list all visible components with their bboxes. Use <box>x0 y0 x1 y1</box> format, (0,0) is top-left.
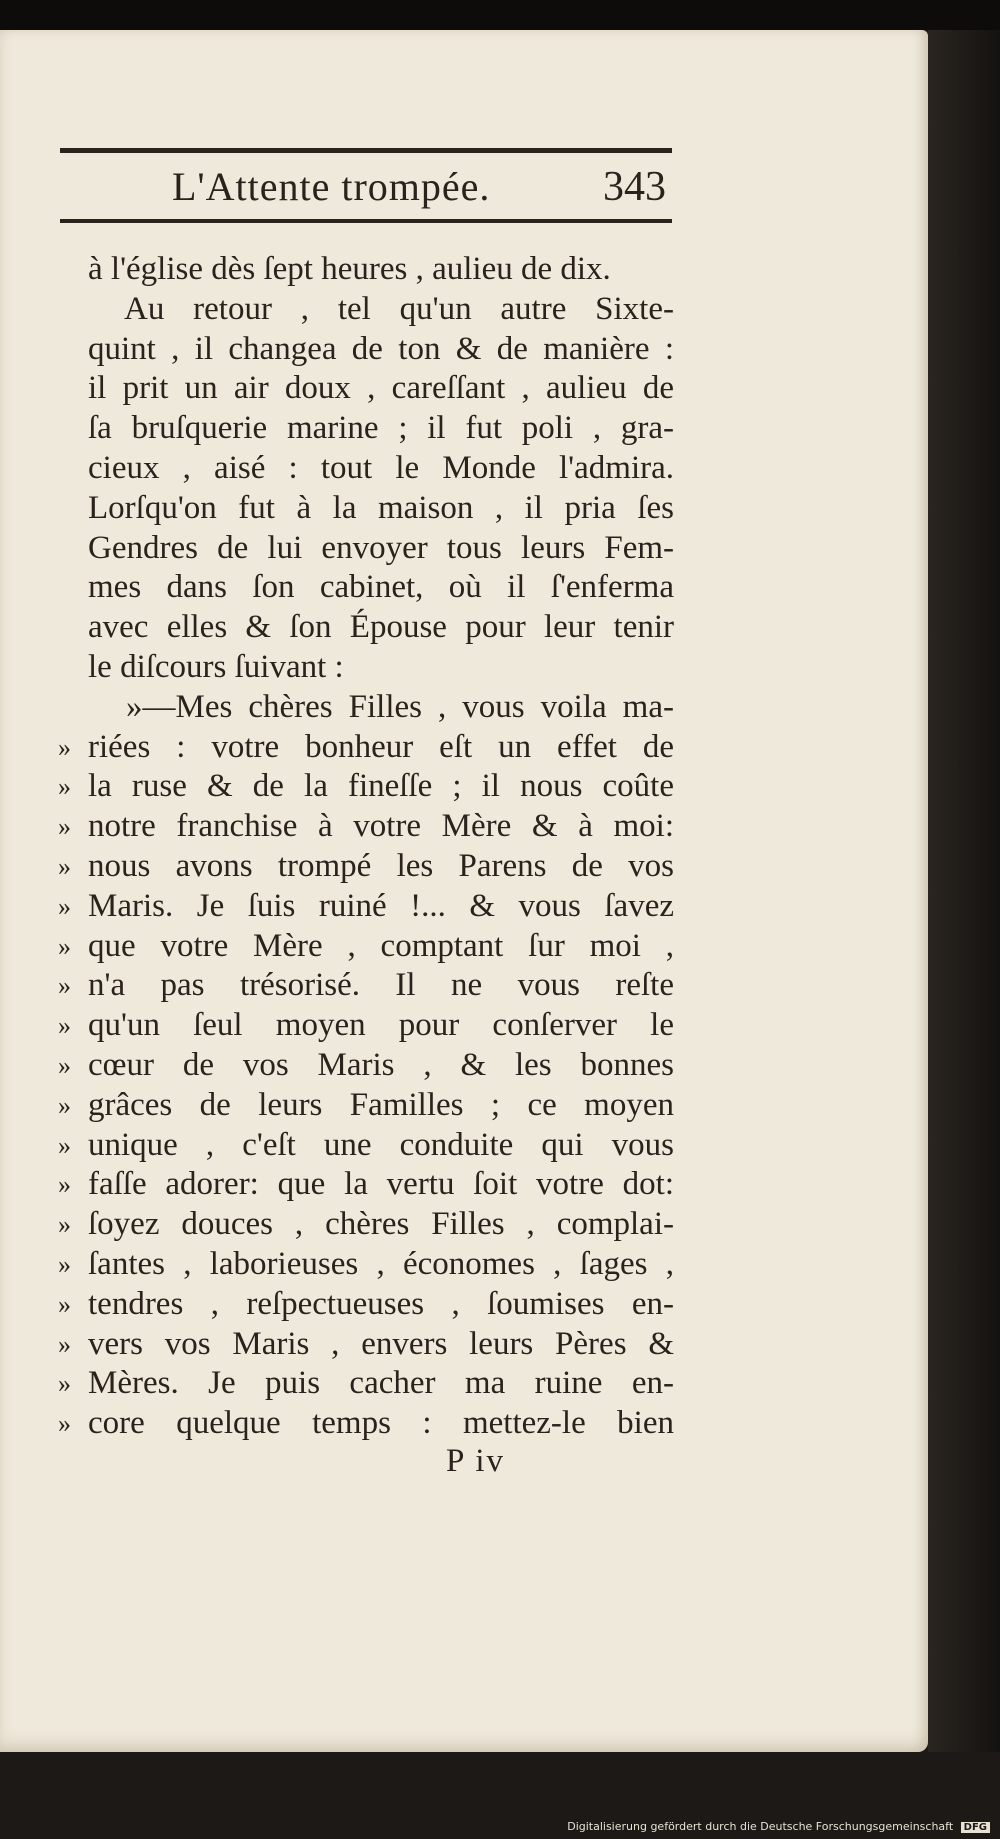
text-line <box>58 1046 674 1086</box>
page-number: 343 <box>603 164 666 210</box>
text-line <box>58 927 674 967</box>
line-text: Maris. Je ſuis ruiné !... & vous ſavez <box>88 887 674 924</box>
line-text: Mères. Je puis cacher ma ruine en- <box>88 1365 674 1402</box>
line-text: Gendres de lui envoyer tous leurs Fem- <box>88 529 674 566</box>
quote-mark <box>58 290 88 330</box>
line-text: il prit un air doux , careſſant , aulieu de <box>88 370 674 407</box>
text-line <box>58 409 674 449</box>
text-line <box>58 1245 674 1285</box>
line-text: cœur de vos Maris , & les bonnes <box>88 1046 674 1083</box>
quote-mark <box>58 369 88 409</box>
text-line <box>58 1325 674 1365</box>
text-line <box>58 568 674 608</box>
line-text: le diſcours ſuivant : <box>88 648 344 685</box>
quote-mark <box>58 489 88 529</box>
quote-mark: » <box>58 772 71 802</box>
quote-mark: » <box>58 1369 71 1399</box>
text-line <box>58 1086 674 1126</box>
quote-mark: » <box>58 851 71 881</box>
text-line <box>58 1404 674 1444</box>
text-line <box>58 290 674 330</box>
scan-top-border <box>0 0 1000 30</box>
text-line <box>58 807 674 847</box>
line-text: nous avons trompé les Parens de vos <box>88 847 674 884</box>
quote-mark: » <box>58 1249 71 1279</box>
text-line <box>58 529 674 569</box>
quote-mark <box>58 409 88 449</box>
line-text: avec elles & ſon Épouse pour leur tenir <box>88 609 674 646</box>
running-title: L'Attente trompée. <box>172 164 491 209</box>
signature-mark: P iv <box>446 1443 506 1479</box>
header-rule-top <box>60 148 672 153</box>
text-line <box>58 1364 674 1404</box>
line-text: mes dans ſon cabinet, où il ſ'enferma <box>88 569 674 606</box>
line-text: unique , c'eſt une conduite qui vous <box>88 1126 674 1163</box>
line-text: riées : votre bonheur eſt un effet de <box>88 728 674 765</box>
line-text: quint , il changea de ton & de manière : <box>88 330 674 367</box>
quote-mark: » <box>58 1409 71 1439</box>
text-line <box>58 1165 674 1205</box>
quote-mark <box>58 608 88 648</box>
text-line <box>58 847 674 887</box>
quote-mark: » <box>58 732 71 762</box>
header-row <box>60 165 672 209</box>
text-line <box>58 1126 674 1166</box>
text-line <box>58 688 674 728</box>
text-line <box>58 767 674 807</box>
line-text: la ruse & de la fineſſe ; il nous coûte <box>88 768 674 805</box>
line-text: tendres , reſpectueuses , ſoumises en- <box>88 1285 674 1322</box>
quote-mark: » <box>58 1011 71 1041</box>
quote-mark <box>58 688 88 728</box>
line-text: vers vos Maris , envers leurs Pères & <box>88 1325 674 1362</box>
quote-mark: » <box>58 812 71 842</box>
line-text: ſantes , laborieuses , économes , ſages , <box>88 1245 674 1282</box>
line-text: ſoyez douces , chères Filles , complai- <box>88 1206 674 1243</box>
line-text: qu'un ſeul moyen pour conſerver le <box>88 1007 674 1044</box>
header-rule-bottom <box>60 219 672 223</box>
line-text: »—Mes chères Filles , vous voila ma- <box>126 688 674 725</box>
quote-mark <box>58 449 88 489</box>
scan-right-border <box>928 30 1000 1752</box>
quote-mark <box>58 648 88 688</box>
line-text: ſa bruſquerie marine ; il fut poli , gra- <box>88 410 674 447</box>
text-line <box>58 608 674 648</box>
text-line <box>58 250 674 290</box>
body-text <box>58 250 674 1444</box>
line-text: core quelque temps : mettez-le bien <box>88 1405 674 1442</box>
dfg-logo: DFG <box>961 1822 990 1833</box>
line-text: notre franchise à votre Mère & à moi: <box>88 808 674 845</box>
quote-mark: » <box>58 1289 71 1319</box>
line-text: que votre Mère , comptant ſur moi , <box>88 927 674 964</box>
quote-mark: » <box>58 931 71 961</box>
quote-mark: » <box>58 1210 71 1240</box>
quote-mark: » <box>58 1329 71 1359</box>
text-line <box>58 449 674 489</box>
page-header <box>60 148 672 223</box>
text-line <box>58 369 674 409</box>
text-line <box>58 728 674 768</box>
quote-mark <box>58 330 88 370</box>
text-line <box>58 489 674 529</box>
text-line <box>58 1006 674 1046</box>
line-text: n'a pas trésorisé. Il ne vous reſte <box>88 967 674 1004</box>
line-text: grâces de leurs Familles ; ce moyen <box>88 1086 674 1123</box>
text-line <box>58 1285 674 1325</box>
quote-mark: » <box>58 1130 71 1160</box>
line-text: Lorſqu'on fut à la maison , il pria ſes <box>88 489 674 526</box>
text-line <box>58 648 674 688</box>
digitization-credit <box>567 1820 990 1833</box>
line-text: à l'église dès ſept heures , aulieu de dix. <box>88 251 611 287</box>
line-text: faſſe adorer: que la vertu ſoit votre dot: <box>88 1166 674 1203</box>
text-line <box>58 887 674 927</box>
line-text: Au retour , tel qu'un autre Sixte- <box>124 290 674 327</box>
text-line <box>58 1205 674 1245</box>
quote-mark: » <box>58 1090 71 1120</box>
quote-mark <box>58 250 88 290</box>
quote-mark: » <box>58 1050 71 1080</box>
quote-mark <box>58 568 88 608</box>
quote-mark: » <box>58 1170 71 1200</box>
text-line <box>58 966 674 1006</box>
credit-text: Digitalisierung gefördert durch die Deutsche Forschungsgemeinschaft <box>567 1820 954 1833</box>
text-line <box>58 330 674 370</box>
line-text: cieux , aisé : tout le Monde l'admira. <box>88 449 674 486</box>
quote-mark <box>58 529 88 569</box>
quote-mark: » <box>58 891 71 921</box>
quote-mark: » <box>58 971 71 1001</box>
